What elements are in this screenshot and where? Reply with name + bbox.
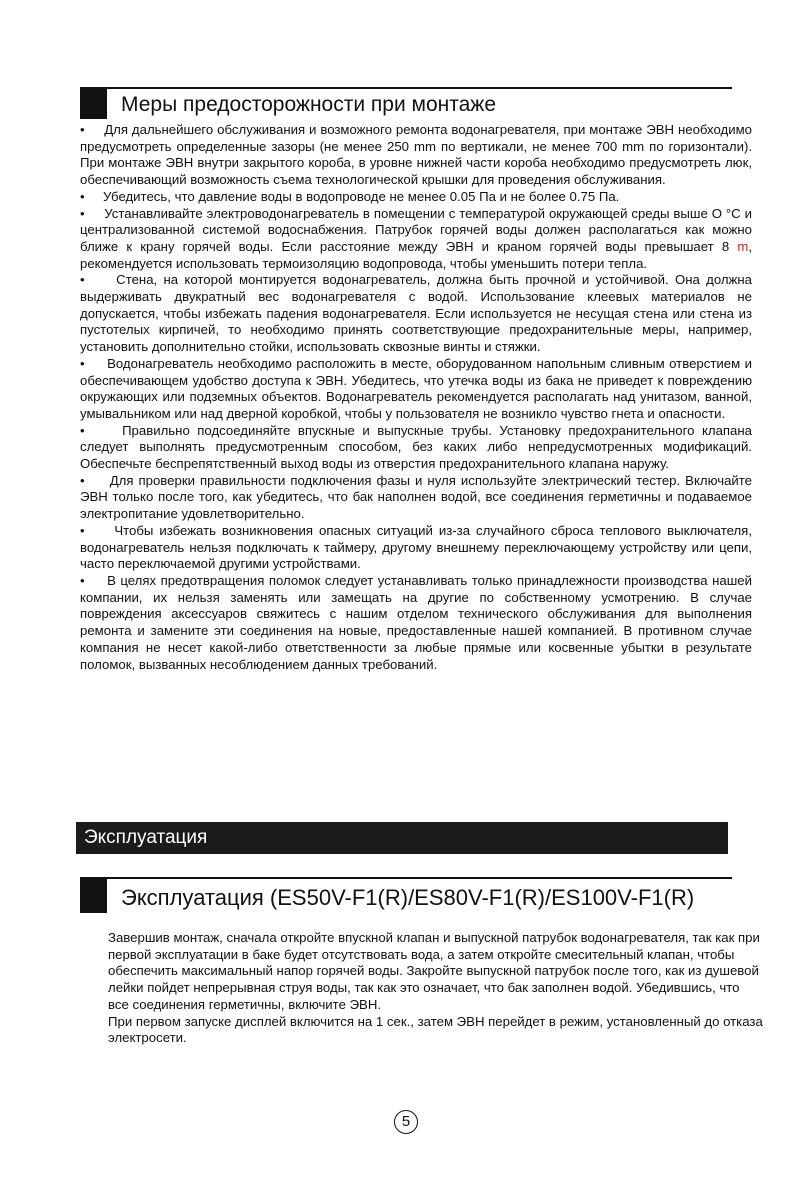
precaution-paragraph: [80, 206, 752, 273]
bullet-icon: •: [80, 522, 85, 538]
bullet-icon: •: [80, 122, 85, 137]
precaution-paragraph: [80, 189, 752, 206]
chapter-bar-operation: [76, 822, 728, 854]
operation-text: [108, 930, 763, 1047]
page-number: 5: [394, 1110, 418, 1134]
section-title-installation: Меры предосторожности при монтаже: [121, 93, 497, 116]
precaution-text: В целях предотвращения поломок следует устанавливать только принадлежности производства нашей компании, их нельзя заменять или замещать на другие по собственному усмотрению. В случае повреждения аксессуаров свяжитесь с нашим отделом технического обслуживания для выполнения ремонта и замените эти соединения на новые, предоставленные нашей компанией. В противном случае компания не несет какой-либо ответственности за любые прямые или косвенные убытки в результате поломок, вызванных несоблюдением данных требований.: [80, 572, 752, 672]
precaution-text: Чтобы избежать возникновения опасных ситуаций из-за случайного сброса теплового выключателя, водонагреватель нельзя подключать к таймеру, другому внешнему переключающему устройству или цепи, часто переключаемой другими устройствами.: [80, 522, 752, 572]
precaution-paragraph: [80, 122, 752, 189]
bullet-icon: •: [80, 472, 85, 488]
precaution-paragraph: [80, 423, 752, 473]
section-title-operation: Эксплуатация (ES50V-F1(R)/ES80V-F1(R)/ES100V-F1(R): [121, 885, 695, 910]
precaution-paragraph: [80, 523, 752, 573]
bullet-icon: •: [80, 205, 85, 221]
precaution-text: Устанавливайте электроводонагреватель в помещении с температурой окружающей среды выше О °С и централизованной системой водоснабжения. Патрубок горячей воды должен располагаться как можно ближе к крану горячей воды. Если расстояние между ЭВН и краном горячей воды превышает 8: [80, 205, 752, 254]
precaution-text: Для дальнейшего обслуживания и возможного ремонта водонагревателя, при монтаже ЭВН необходимо предусмотреть определенные зазоры (не менее 250 mm по вертикали, не менее 700 mm по горизонтали). При монтаже ЭВН внутри закрытого короба, в уровне нижней части короба необходимо предусмотреть люк, обеспечивающий возможность съема технологической крышки для проведения обслуживания.: [80, 122, 752, 188]
precaution-text: Убедитесь, что давление воды в водопроводе не менее 0.05 Па и не более 0.75 Па.: [102, 188, 620, 204]
precaution-paragraph: [80, 356, 752, 423]
operation-paragraph: Завершив монтаж, сначала откройте впускной клапан и выпускной патрубок водонагревателя, так как при первой эксплуатации в баке будет отсутствовать вода, а затем откройте смесительный клапан, чтобы обеспечить максимальный напор горячей воды. Закройте выпускной патрубок после того, как из душевой лейки пойдет непрерывная струя воды, так как это означает, что бак заполнен водой. Убедившись, что все соединения герметичны, включите ЭВН.: [108, 930, 760, 1012]
precaution-paragraph: [80, 473, 752, 523]
header-square-marker: [80, 879, 107, 913]
precaution-text: Стена, на которой монтируется водонагреватель, должна быть прочной и устойчивой. Она должна выдерживать двукратный вес водонагревателя с водой. Использование клеевых материалов не допускается, чтобы избежать падения водонагревателя. Если используется не несущая стена или стена из пустотелых кирпичей, то необходимо принять соответствующие предохранительные меры, например, установить дополнительно стойки, использовать сквозные винты и стяжки.: [80, 272, 752, 355]
bullet-icon: •: [80, 188, 85, 204]
bullet-icon: •: [80, 272, 85, 288]
section-header-installation: [80, 87, 732, 119]
operation-paragraph: При первом запуске дисплей включится на 1 сек., затем ЭВН перейдет в режим, установленный до отказа электросети.: [108, 1013, 763, 1046]
bullet-icon: •: [80, 422, 85, 438]
section-header-operation: [80, 877, 732, 913]
bullet-icon: •: [80, 355, 85, 371]
chapter-bar-title: Эксплуатация: [84, 827, 208, 848]
precaution-paragraph: [80, 272, 752, 356]
precaution-text: Правильно подсоединяйте впускные и выпускные трубы. Установку предохранительного клапана следует выполнять предусмотренным способом, без каких либо непредусмотренных модификаций. Обеспечьте беспрепятственный выход воды из отверстия предохранительного клапана наружу.: [80, 422, 753, 472]
precaution-text: Водонагреватель необходимо расположить в месте, оборудованном напольным сливным отверстием и обеспечивающем удобство доступа к ЭВН. Убедитесь, что утечка воды из бака не приведет к повреждению окружающих или подземных объектов. Водонагреватель рекомендуется располагать над унитазом, ванной, умывальником или над дверной коробкой, чтобы у пользователя не возникло чувство гнета и опасности.: [80, 355, 752, 421]
highlighted-unit: m: [737, 238, 749, 254]
bullet-icon: •: [80, 572, 85, 588]
header-square-marker: [80, 89, 107, 119]
precaution-text-continued: , рекомендуется использовать термоизоляцию водопровода, чтобы уменьшить потери тепла.: [80, 238, 752, 271]
precaution-paragraph: [80, 573, 752, 673]
installation-precautions-list: [80, 122, 752, 673]
precaution-text: Для проверки правильности подключения фазы и нуля используйте электрический тестер. Включайте ЭВН только после того, как убедитесь, что бак наполнен водой, все соединения герметичны и подаваемое электропитание удовлетворительно.: [80, 472, 752, 522]
